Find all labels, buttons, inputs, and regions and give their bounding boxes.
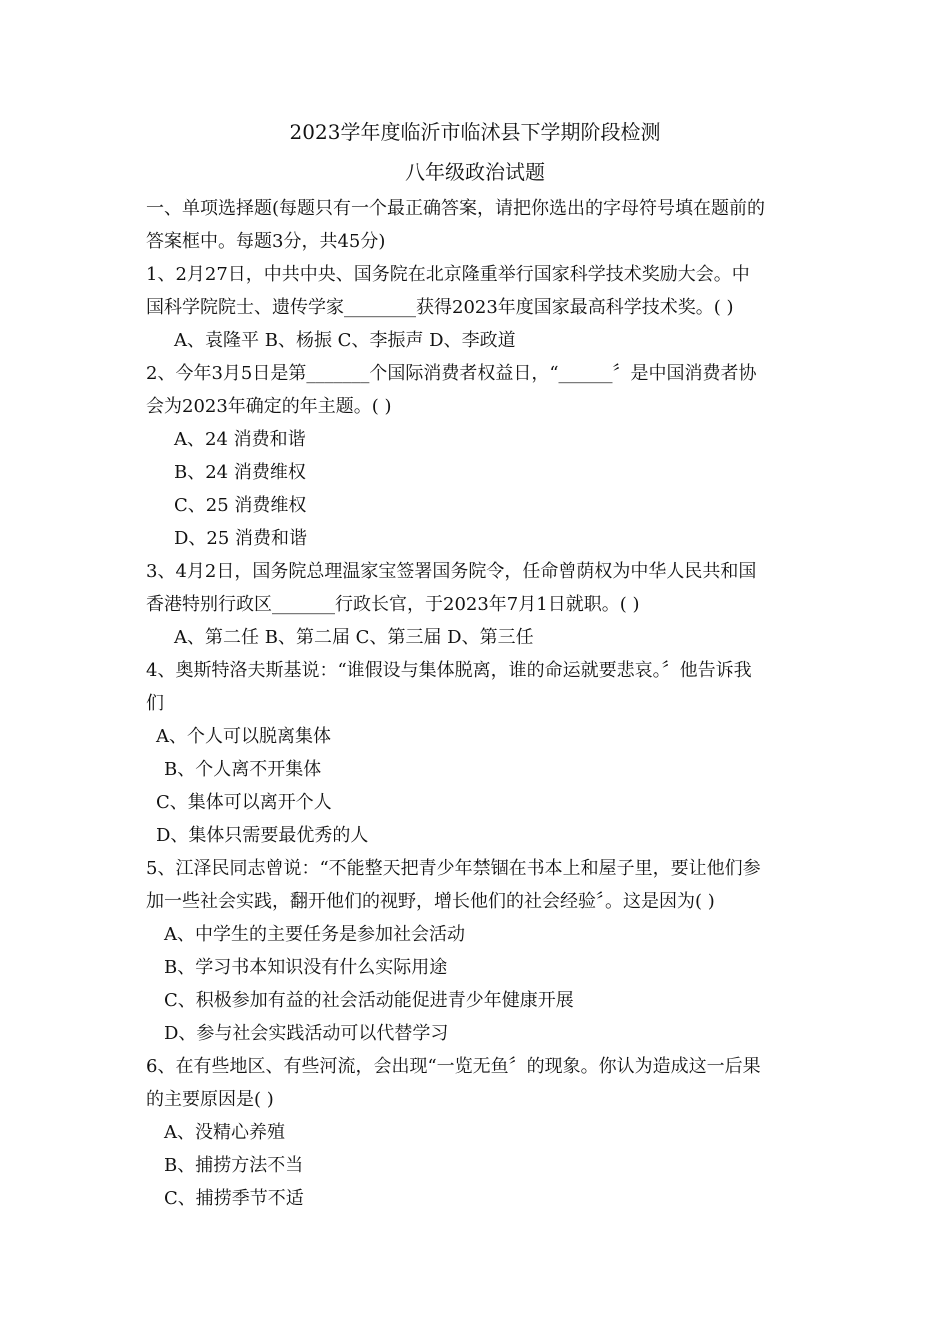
question-4-option-b: B、个人离不开集体 <box>164 759 322 780</box>
question-6-option-b: B、捕捞方法不当 <box>164 1155 304 1176</box>
question-6-stem-line-2: 的主要原因是( ) <box>146 1089 274 1110</box>
question-2-option-c: C、25 消费维权 <box>174 495 307 516</box>
question-6-option-a: A、没精心养殖 <box>164 1122 285 1143</box>
question-1-options: A、袁隆平 B、杨振 C、李振声 D、李政道 <box>174 330 516 351</box>
document-subtitle: 八年级政治试题 <box>405 160 545 184</box>
section-heading-line-1: 一、单项选择题(每题只有一个最正确答案，请把你选出的字母符号填在题前的 <box>146 198 766 219</box>
question-4-stem-line-1: 4、奥斯特洛夫斯基说：“谁假设与集体脱离，谁的命运就要悲哀。〞他告诉我 <box>146 660 752 681</box>
question-2-stem-line-2: 会为2023年确定的年主题。( ) <box>146 396 392 417</box>
document-title: 2023学年度临沂市临沭县下学期阶段检测 <box>289 120 661 144</box>
question-2-option-b: B、24 消费维权 <box>174 462 306 483</box>
question-3-stem-line-2: 香港特别行政区_______行政长官，于2023年7月1日就职。( ) <box>146 594 640 615</box>
question-4-option-c: C、集体可以离开个人 <box>156 792 332 813</box>
question-5-option-c: C、积极参加有益的社会活动能促进青少年健康开展 <box>164 990 574 1011</box>
question-4-option-d: D、集体只需要最优秀的人 <box>156 825 369 846</box>
question-5-stem-line-2: 加一些社会实践，翻开他们的视野，增长他们的社会经验〞。这是因为( ) <box>146 891 715 912</box>
question-4-option-a: A、个人可以脱离集体 <box>156 726 331 747</box>
question-3-stem-line-1: 3、4月2日，国务院总理温家宝签署国务院令，任命曾荫权为中华人民共和国 <box>146 561 757 582</box>
question-1-stem-line-2: 国科学院院士、遗传学家________获得2023年度国家最高科学技术奖。( ) <box>146 297 734 318</box>
question-6-stem-line-1: 6、在有些地区、有些河流，会出现“一览无鱼〞的现象。你认为造成这一后果 <box>146 1056 761 1077</box>
question-6-option-c: C、捕捞季节不适 <box>164 1188 304 1209</box>
question-3-options: A、第二任 B、第二届 C、第三届 D、第三任 <box>174 627 534 648</box>
question-5-option-b: B、学习书本知识没有什么实际用途 <box>164 957 448 978</box>
question-5-option-a: A、中学生的主要任务是参加社会活动 <box>164 924 465 945</box>
question-5-option-d: D、参与社会实践活动可以代替学习 <box>164 1023 449 1044</box>
question-5-stem-line-1: 5、江泽民同志曾说：“不能整天把青少年禁锢在书本上和屋子里，要让他们参 <box>146 858 761 879</box>
question-4-stem-line-2: 们 <box>146 693 164 714</box>
question-1-stem-line-1: 1、2月27日，中共中央、国务院在北京隆重举行国家科学技术奖励大会。中 <box>146 264 750 285</box>
question-2-option-a: A、24 消费和谐 <box>174 429 306 450</box>
section-heading-line-2: 答案框中。每题3分，共45分) <box>146 231 386 252</box>
question-2-option-d: D、25 消费和谐 <box>174 528 308 549</box>
question-2-stem-line-1: 2、今年3月5日是第_______个国际消费者权益日，“______〞是中国消费者协 <box>146 363 757 384</box>
